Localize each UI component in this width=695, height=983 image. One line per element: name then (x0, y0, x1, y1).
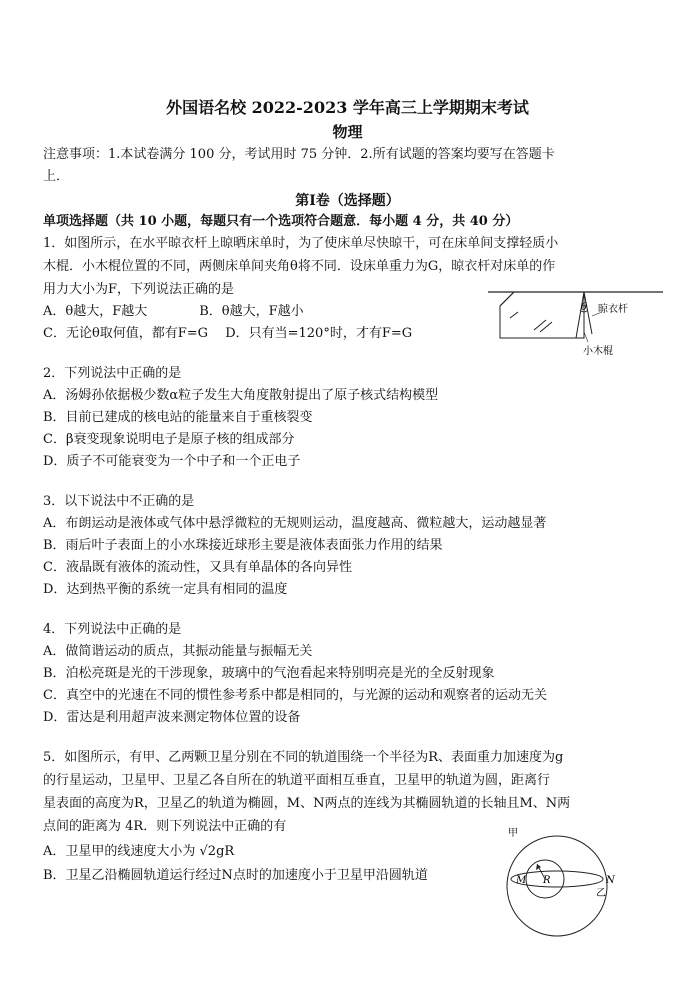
q2-option-a: A．汤姆孙依据极少数α粒子发生大角度散射提出了原子核式结构模型 (43, 388, 439, 403)
q3-option-a: A．布朗运动是液体或气体中悬浮微粒的无规则运动，温度越高、微粒越大，运动越显著 (43, 516, 547, 531)
q2-stem: 2．下列说法中正确的是 (43, 366, 182, 381)
q5-r-label: R (543, 875, 551, 886)
q5-n-label: N (606, 875, 615, 886)
subject-title: 物理 (332, 123, 363, 141)
q1-options-ab: A．θ越大，F越大 B．θ越大，F越小 (43, 304, 304, 319)
q1-stem-line-3: 用力大小为F，下列说法正确的是 (43, 282, 235, 297)
q2-option-d: D．质子不可能衰变为一个中子和一个正电子 (43, 454, 301, 469)
exam-title: 外国语名校 2022-2023 学年高三上学期期末考试 (166, 98, 529, 117)
q4-option-d: D．雷达是利用超声波来测定物体位置的设备 (43, 710, 301, 725)
q4-option-a: A．做简谐运动的质点，其振动能量与振幅无关 (43, 644, 313, 659)
q3-option-d: D．达到热平衡的系统一定具有相同的温度 (43, 582, 288, 597)
q5-stem-line-2: 的行星运动，卫星甲、卫星乙各自所在的轨道平面相互垂直，卫星甲的轨道为圆，距离行 (43, 773, 551, 788)
q5-m-label: M (516, 875, 527, 886)
q5-stem-line-3: 星表面的高度为R，卫星乙的轨道为椭圆，M、N两点的连线为其椭圆轨道的长轴且M、N两 (43, 796, 571, 811)
q4-stem: 4．下列说法中正确的是 (43, 622, 182, 637)
q1-options-cd: C．无论θ取何值，都有F=G D．只有当=120°时，才有F=G (43, 326, 413, 341)
q1-stick-label: 小木棍 (583, 346, 613, 357)
q5-figure (500, 826, 620, 944)
q1-theta-label: θ (581, 302, 588, 313)
q3-option-c: C．液晶既有液体的流动性，又具有单晶体的各向异性 (43, 560, 352, 575)
section-title: 第Ⅰ卷（选择题） (295, 193, 400, 209)
q5-option-a: A．卫星甲的线速度大小为 √2gR (43, 844, 235, 859)
notice-line-2: 上． (43, 169, 70, 184)
q1-stem-line-2: 木棍．小木棍位置的不同，两侧床单间夹角θ将不同．设床单重力为G，晾衣杆对床单的作 (43, 259, 556, 274)
q1-stem-line-1: 1．如图所示，在水平晾衣杆上晾晒床单时，为了使床单尽快晾干，可在床单间支撑轻质小 (43, 236, 559, 251)
notice-line-1: 注意事项：1.本试卷满分 100 分，考试用时 75 分钟．2.所有试题的答案均要写在答题卡 (43, 147, 555, 162)
q1-figure (488, 286, 663, 358)
section-instructions: 单项选择题（共 10 小题，每题只有一个选项符合题意．每小题 4 分，共 40 分） (43, 214, 519, 229)
q2-option-b: B．目前已建成的核电站的能量来自于重核裂变 (43, 410, 313, 425)
q5-stem-line-1: 5．如图所示，有甲、乙两颗卫星分别在不同的轨道围绕一个半径为R、表面重力加速度为g (43, 750, 564, 765)
q4-option-b: B．泊松亮斑是光的干涉现象，玻璃中的气泡看起来特别明亮是光的全反射现象 (43, 666, 495, 681)
q5-option-b: B．卫星乙沿椭圆轨道运行经过N点时的加速度小于卫星甲沿圆轨道 (43, 868, 428, 883)
q3-option-b: B．雨后叶子表面上的小水珠接近球形主要是液体表面张力作用的结果 (43, 538, 443, 553)
q5-jia-label: 甲 (508, 828, 518, 839)
q3-stem: 3．以下说法中不正确的是 (43, 494, 195, 509)
q1-rod-label: 晾衣杆 (598, 304, 628, 315)
q5-yi-label: 乙 (596, 888, 606, 899)
q5-stem-line-4: 点间的距离为 4R．则下列说法中正确的有 (43, 819, 287, 834)
q4-option-c: C．真空中的光速在不同的惯性参考系中都是相同的，与光源的运动和观察者的运动无关 (43, 688, 547, 703)
q2-option-c: C．β衰变现象说明电子是原子核的组成部分 (43, 432, 295, 447)
